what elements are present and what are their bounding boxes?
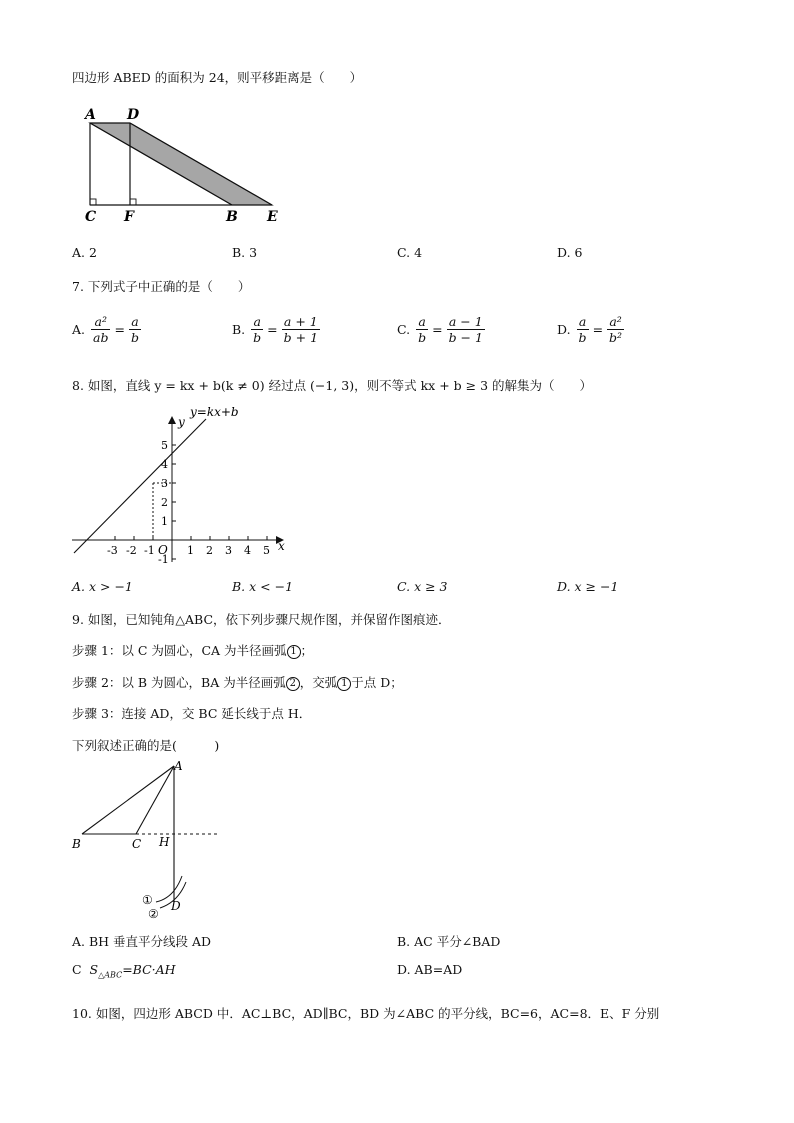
- x-tick: -2: [126, 544, 137, 557]
- x-tick: -3: [107, 544, 118, 557]
- y-axis-label: y: [178, 415, 185, 429]
- q9-step2: [72, 673, 403, 691]
- x-tick: 3: [225, 544, 232, 557]
- numerator: a: [577, 314, 589, 330]
- q10-stem: 10. 如图，四边形 ABCD 中．AC⊥BC，AD∥BC，BD 为∠ABC 的平分线，BC=6，AC=8．E、F 分别: [72, 1006, 660, 1021]
- denominator: b²: [609, 330, 623, 345]
- y-tick: 3: [161, 477, 168, 490]
- circled-1: 1: [337, 677, 351, 691]
- q8-graph: [70, 402, 300, 567]
- circled-1: 1: [287, 645, 301, 659]
- equals-sign: =: [592, 322, 604, 337]
- y-axis-arrow: [168, 416, 176, 424]
- step2-end: 于点 D；: [351, 675, 403, 690]
- label-F: F: [124, 209, 134, 225]
- q6-figure: [80, 103, 310, 228]
- x-tick: 5: [263, 544, 270, 557]
- q7-d-letter: D.: [557, 322, 571, 337]
- step2-text: 步骤 2：以 B 为圆心，BA 为半径画弧: [72, 675, 286, 690]
- q9-option-b[interactable]: B. AC 平分∠BAD: [397, 934, 501, 949]
- origin-label: O: [158, 543, 168, 557]
- q9-option-d[interactable]: D. AB=AD: [397, 962, 463, 977]
- line-AB: [90, 123, 232, 205]
- q7-option-c[interactable]: [397, 314, 487, 345]
- q9-figure: [68, 758, 248, 923]
- denominator: b + 1: [283, 330, 319, 345]
- fraction: [577, 314, 589, 345]
- denominator: ab: [93, 330, 109, 345]
- q7-option-d[interactable]: [557, 314, 626, 345]
- q9-step1: [72, 641, 313, 659]
- y-tick: 2: [161, 496, 168, 509]
- q6-stem: 四边形 ABED 的面积为 24，则平移距离是（ ）: [72, 70, 363, 85]
- q8-option-b[interactable]: B. x < −1: [232, 579, 294, 594]
- graph-line: [74, 419, 206, 553]
- denominator: b − 1: [448, 330, 483, 345]
- q6-option-a[interactable]: A. 2: [72, 245, 97, 260]
- numerator: a²: [607, 314, 624, 330]
- step2-mid: ，交弧: [299, 675, 338, 690]
- y-tick: 5: [161, 439, 168, 452]
- q7-b-letter: B.: [232, 322, 246, 337]
- label-A: A: [85, 107, 96, 123]
- q6-option-d[interactable]: D. 6: [557, 245, 583, 260]
- q9-c-letter: C: [72, 962, 82, 977]
- q7-c-letter: C.: [397, 322, 411, 337]
- step1-text: 步骤 1：以 C 为圆心，CA 为半径画弧: [72, 643, 287, 658]
- x-tick: 4: [244, 544, 251, 557]
- x-tick: 2: [206, 544, 213, 557]
- area-subscript: △ABC: [98, 970, 123, 980]
- denominator: b: [130, 330, 139, 345]
- equals-sign: =: [114, 322, 125, 337]
- equals-sign: =: [267, 322, 278, 337]
- right-angle-F: [130, 199, 136, 205]
- q6-option-c[interactable]: C. 4: [397, 245, 423, 260]
- x-tick: 1: [187, 544, 194, 557]
- q9-question: 下列叙述正确的是( ): [72, 738, 220, 753]
- denominator: b: [253, 330, 262, 345]
- fraction: [416, 314, 428, 345]
- q8-stem: 8. 如图，直线 y = kx + b(k ≠ 0) 经过点 (−1, 3)，则不等式 kx + b ≥ 3 的解集为（ ）: [72, 378, 592, 393]
- label-B: B: [226, 209, 238, 225]
- q7-option-b[interactable]: [232, 314, 322, 345]
- q8-option-d[interactable]: D. x ≥ −1: [557, 579, 619, 594]
- numerator: a: [129, 314, 141, 330]
- q8-option-a[interactable]: A. x > −1: [72, 579, 133, 594]
- numerator: a²: [91, 314, 110, 330]
- q8-option-c[interactable]: C. x ≥ 3: [397, 579, 448, 594]
- line-DE: [130, 123, 272, 205]
- label-E: E: [267, 209, 278, 225]
- label-A: A: [174, 759, 183, 773]
- side-CA: [136, 766, 174, 834]
- line-label: y=kx+b: [190, 405, 239, 419]
- side-BA: [82, 766, 174, 834]
- q7-option-a[interactable]: [72, 314, 143, 345]
- y-tick: 4: [161, 458, 168, 471]
- numerator: a: [416, 314, 428, 330]
- numerator: a + 1: [282, 314, 320, 330]
- label-B: B: [72, 837, 81, 851]
- fraction: [91, 314, 110, 345]
- step1-end: ；: [300, 643, 314, 658]
- fraction: [607, 314, 624, 345]
- y-tick: 1: [161, 515, 168, 528]
- label-D: D: [171, 899, 181, 913]
- arc-label-2: ②: [148, 907, 159, 921]
- y-tick: -1: [158, 553, 169, 566]
- shaded-band: [90, 123, 272, 205]
- q9-stem: 9. 如图，已知钝角△ABC，依下列步骤尺规作图，并保留作图痕迹．: [72, 612, 451, 627]
- fraction: [129, 314, 141, 345]
- label-C: C: [132, 837, 142, 851]
- arc-label-1: ①: [142, 893, 153, 907]
- x-axis-label: x: [278, 539, 285, 553]
- x-tick: -1: [144, 544, 155, 557]
- q9-step3: 步骤 3：连接 AD，交 BC 延长线于点 H．: [72, 706, 312, 721]
- equals-sign: =: [432, 322, 443, 337]
- fraction: [282, 314, 320, 345]
- denominator: b: [418, 330, 427, 345]
- q9-option-a[interactable]: A. BH 垂直平分线段 AD: [72, 934, 212, 949]
- right-angle-C: [90, 199, 96, 205]
- area-symbol: S: [89, 962, 99, 977]
- circled-2: 2: [286, 677, 300, 691]
- numerator: a − 1: [447, 314, 485, 330]
- label-C: C: [85, 209, 97, 225]
- fraction: [447, 314, 485, 345]
- q9-option-c[interactable]: [72, 962, 176, 980]
- q7-a-letter: A.: [72, 322, 86, 337]
- fraction: [251, 314, 263, 345]
- numerator: a: [251, 314, 263, 330]
- area-expression: =BC·AH: [122, 962, 176, 977]
- q6-option-b[interactable]: B. 3: [232, 245, 258, 260]
- q7-stem: 7. 下列式子中正确的是（ ）: [72, 279, 251, 294]
- denominator: b: [578, 330, 587, 345]
- label-H: H: [159, 835, 170, 849]
- label-D: D: [127, 107, 140, 123]
